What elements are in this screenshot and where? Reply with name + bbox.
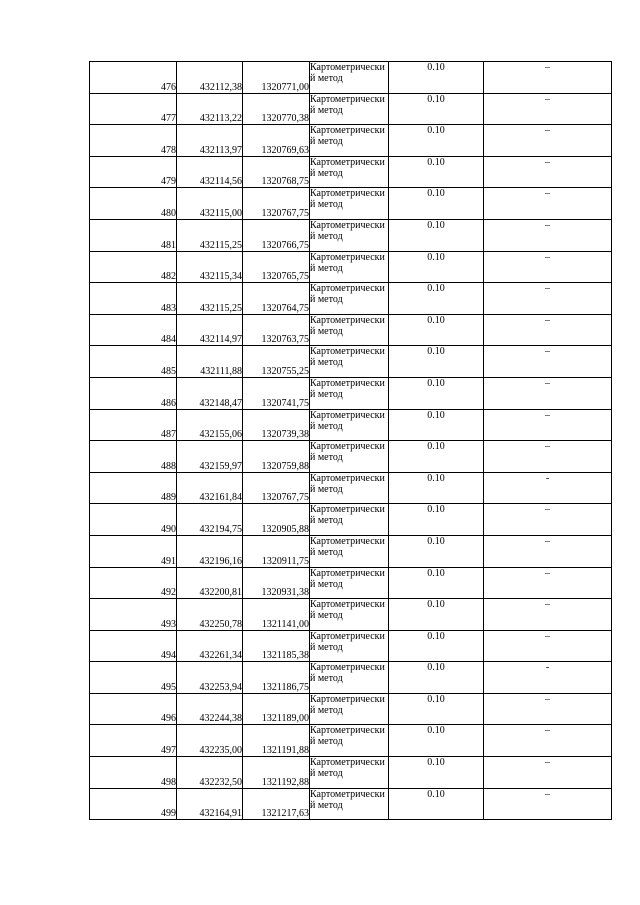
table-row bbox=[90, 125, 612, 157]
description-cell: – bbox=[484, 219, 612, 251]
x-coordinate-cell: 432115,34 bbox=[177, 251, 243, 283]
x-coordinate-cell: 432155,06 bbox=[177, 409, 243, 441]
accuracy-cell: 0.10 bbox=[389, 535, 484, 567]
x-coordinate-cell: 432113,97 bbox=[177, 125, 243, 157]
point-number-cell: 483 bbox=[90, 283, 177, 315]
method-cell: Картометрический метод bbox=[310, 472, 389, 504]
y-coordinate-cell: 1320769,63 bbox=[243, 125, 310, 157]
x-coordinate-cell: 432112,38 bbox=[177, 62, 243, 94]
description-cell: – bbox=[484, 93, 612, 125]
method-cell: Картометрический метод bbox=[310, 757, 389, 789]
table-row bbox=[90, 472, 612, 504]
y-coordinate-cell: 1320759,88 bbox=[243, 441, 310, 473]
x-coordinate-cell: 432113,22 bbox=[177, 93, 243, 125]
accuracy-cell: 0.10 bbox=[389, 504, 484, 536]
table-row bbox=[90, 599, 612, 631]
method-cell: Картометрический метод bbox=[310, 346, 389, 378]
accuracy-cell: 0.10 bbox=[389, 599, 484, 631]
table-row bbox=[90, 757, 612, 789]
y-coordinate-cell: 1321217,63 bbox=[243, 788, 310, 820]
table-row bbox=[90, 662, 612, 694]
method-cell: Картометрический метод bbox=[310, 535, 389, 567]
description-cell: – bbox=[484, 788, 612, 820]
point-number-cell: 476 bbox=[90, 62, 177, 94]
x-coordinate-cell: 432232,50 bbox=[177, 757, 243, 789]
table-row bbox=[90, 156, 612, 188]
table-row bbox=[90, 409, 612, 441]
point-number-cell: 496 bbox=[90, 693, 177, 725]
y-coordinate-cell: 1320739,38 bbox=[243, 409, 310, 441]
description-cell: – bbox=[484, 757, 612, 789]
x-coordinate-cell: 432194,75 bbox=[177, 504, 243, 536]
point-number-cell: 492 bbox=[90, 567, 177, 599]
point-number-cell: 497 bbox=[90, 725, 177, 757]
point-number-cell: 495 bbox=[90, 662, 177, 694]
accuracy-cell: 0.10 bbox=[389, 472, 484, 504]
y-coordinate-cell: 1321191,88 bbox=[243, 725, 310, 757]
accuracy-cell: 0.10 bbox=[389, 567, 484, 599]
description-cell: – bbox=[484, 188, 612, 220]
accuracy-cell: 0.10 bbox=[389, 314, 484, 346]
description-cell: – bbox=[484, 283, 612, 315]
x-coordinate-cell: 432115,25 bbox=[177, 219, 243, 251]
point-number-cell: 490 bbox=[90, 504, 177, 536]
table-row bbox=[90, 283, 612, 315]
table-row bbox=[90, 630, 612, 662]
y-coordinate-cell: 1321185,38 bbox=[243, 630, 310, 662]
y-coordinate-cell: 1320766,75 bbox=[243, 219, 310, 251]
method-cell: Картометрический метод bbox=[310, 251, 389, 283]
description-cell: – bbox=[484, 567, 612, 599]
point-number-cell: 481 bbox=[90, 219, 177, 251]
table-row bbox=[90, 251, 612, 283]
point-number-cell: 491 bbox=[90, 535, 177, 567]
table-row bbox=[90, 377, 612, 409]
y-coordinate-cell: 1321141,00 bbox=[243, 599, 310, 631]
x-coordinate-cell: 432196,16 bbox=[177, 535, 243, 567]
y-coordinate-cell: 1320755,25 bbox=[243, 346, 310, 378]
description-cell: – bbox=[484, 630, 612, 662]
point-number-cell: 485 bbox=[90, 346, 177, 378]
y-coordinate-cell: 1321189,00 bbox=[243, 693, 310, 725]
accuracy-cell: 0.10 bbox=[389, 346, 484, 378]
y-coordinate-cell: 1320741,75 bbox=[243, 377, 310, 409]
method-cell: Картометрический метод bbox=[310, 788, 389, 820]
description-cell: – bbox=[484, 599, 612, 631]
method-cell: Картометрический метод bbox=[310, 62, 389, 94]
accuracy-cell: 0.10 bbox=[389, 693, 484, 725]
method-cell: Картометрический метод bbox=[310, 662, 389, 694]
x-coordinate-cell: 432261,34 bbox=[177, 630, 243, 662]
description-cell: – bbox=[484, 535, 612, 567]
method-cell: Картометрический метод bbox=[310, 93, 389, 125]
table-row bbox=[90, 441, 612, 473]
method-cell: Картометрический метод bbox=[310, 725, 389, 757]
method-cell: Картометрический метод bbox=[310, 693, 389, 725]
accuracy-cell: 0.10 bbox=[389, 283, 484, 315]
accuracy-cell: 0.10 bbox=[389, 188, 484, 220]
method-cell: Картометрический метод bbox=[310, 283, 389, 315]
description-cell: – bbox=[484, 156, 612, 188]
y-coordinate-cell: 1320911,75 bbox=[243, 535, 310, 567]
x-coordinate-cell: 432115,25 bbox=[177, 283, 243, 315]
accuracy-cell: 0.10 bbox=[389, 441, 484, 473]
accuracy-cell: 0.10 bbox=[389, 409, 484, 441]
description-cell: – bbox=[484, 251, 612, 283]
table-row bbox=[90, 188, 612, 220]
method-cell: Картометрический метод bbox=[310, 409, 389, 441]
y-coordinate-cell: 1320767,75 bbox=[243, 472, 310, 504]
description-cell: – bbox=[484, 346, 612, 378]
description-cell: - bbox=[484, 472, 612, 504]
method-cell: Картометрический метод bbox=[310, 630, 389, 662]
table-row bbox=[90, 93, 612, 125]
description-cell: – bbox=[484, 441, 612, 473]
point-number-cell: 489 bbox=[90, 472, 177, 504]
table-row bbox=[90, 788, 612, 820]
x-coordinate-cell: 432235,00 bbox=[177, 725, 243, 757]
accuracy-cell: 0.10 bbox=[389, 377, 484, 409]
x-coordinate-cell: 432114,97 bbox=[177, 314, 243, 346]
table-row bbox=[90, 504, 612, 536]
accuracy-cell: 0.10 bbox=[389, 219, 484, 251]
accuracy-cell: 0.10 bbox=[389, 62, 484, 94]
accuracy-cell: 0.10 bbox=[389, 662, 484, 694]
x-coordinate-cell: 432250,78 bbox=[177, 599, 243, 631]
point-number-cell: 484 bbox=[90, 314, 177, 346]
accuracy-cell: 0.10 bbox=[389, 757, 484, 789]
table-body bbox=[90, 62, 612, 820]
point-number-cell: 478 bbox=[90, 125, 177, 157]
point-number-cell: 498 bbox=[90, 757, 177, 789]
description-cell: - bbox=[484, 662, 612, 694]
table-row bbox=[90, 567, 612, 599]
table-row bbox=[90, 219, 612, 251]
point-number-cell: 477 bbox=[90, 93, 177, 125]
method-cell: Картометрический метод bbox=[310, 314, 389, 346]
accuracy-cell: 0.10 bbox=[389, 725, 484, 757]
point-number-cell: 486 bbox=[90, 377, 177, 409]
y-coordinate-cell: 1320764,75 bbox=[243, 283, 310, 315]
method-cell: Картометрический метод bbox=[310, 567, 389, 599]
description-cell: – bbox=[484, 62, 612, 94]
point-number-cell: 479 bbox=[90, 156, 177, 188]
table-row bbox=[90, 346, 612, 378]
table-row bbox=[90, 62, 612, 94]
accuracy-cell: 0.10 bbox=[389, 630, 484, 662]
y-coordinate-cell: 1320905,88 bbox=[243, 504, 310, 536]
method-cell: Картометрический метод bbox=[310, 504, 389, 536]
method-cell: Картометрический метод bbox=[310, 188, 389, 220]
description-cell: – bbox=[484, 377, 612, 409]
point-number-cell: 480 bbox=[90, 188, 177, 220]
x-coordinate-cell: 432200,81 bbox=[177, 567, 243, 599]
accuracy-cell: 0.10 bbox=[389, 125, 484, 157]
x-coordinate-cell: 432111,88 bbox=[177, 346, 243, 378]
description-cell: – bbox=[484, 725, 612, 757]
y-coordinate-cell: 1320768,75 bbox=[243, 156, 310, 188]
x-coordinate-cell: 432159,97 bbox=[177, 441, 243, 473]
method-cell: Картометрический метод bbox=[310, 599, 389, 631]
method-cell: Картометрический метод bbox=[310, 125, 389, 157]
table-row bbox=[90, 725, 612, 757]
method-cell: Картометрический метод bbox=[310, 219, 389, 251]
point-number-cell: 488 bbox=[90, 441, 177, 473]
table-row bbox=[90, 693, 612, 725]
table-row bbox=[90, 314, 612, 346]
accuracy-cell: 0.10 bbox=[389, 156, 484, 188]
x-coordinate-cell: 432253,94 bbox=[177, 662, 243, 694]
method-cell: Картометрический метод bbox=[310, 441, 389, 473]
table-row bbox=[90, 535, 612, 567]
point-number-cell: 493 bbox=[90, 599, 177, 631]
point-number-cell: 494 bbox=[90, 630, 177, 662]
x-coordinate-cell: 432161,84 bbox=[177, 472, 243, 504]
description-cell: – bbox=[484, 314, 612, 346]
x-coordinate-cell: 432148,47 bbox=[177, 377, 243, 409]
x-coordinate-cell: 432114,56 bbox=[177, 156, 243, 188]
coordinates-table bbox=[89, 61, 612, 820]
point-number-cell: 487 bbox=[90, 409, 177, 441]
accuracy-cell: 0.10 bbox=[389, 788, 484, 820]
description-cell: – bbox=[484, 504, 612, 536]
y-coordinate-cell: 1321186,75 bbox=[243, 662, 310, 694]
accuracy-cell: 0.10 bbox=[389, 251, 484, 283]
point-number-cell: 499 bbox=[90, 788, 177, 820]
y-coordinate-cell: 1320765,75 bbox=[243, 251, 310, 283]
y-coordinate-cell: 1320931,38 bbox=[243, 567, 310, 599]
x-coordinate-cell: 432115,00 bbox=[177, 188, 243, 220]
x-coordinate-cell: 432164,91 bbox=[177, 788, 243, 820]
y-coordinate-cell: 1320763,75 bbox=[243, 314, 310, 346]
description-cell: – bbox=[484, 125, 612, 157]
description-cell: – bbox=[484, 693, 612, 725]
y-coordinate-cell: 1320767,75 bbox=[243, 188, 310, 220]
y-coordinate-cell: 1320771,00 bbox=[243, 62, 310, 94]
accuracy-cell: 0.10 bbox=[389, 93, 484, 125]
point-number-cell: 482 bbox=[90, 251, 177, 283]
method-cell: Картометрический метод bbox=[310, 377, 389, 409]
y-coordinate-cell: 1321192,88 bbox=[243, 757, 310, 789]
x-coordinate-cell: 432244,38 bbox=[177, 693, 243, 725]
y-coordinate-cell: 1320770,38 bbox=[243, 93, 310, 125]
description-cell: – bbox=[484, 409, 612, 441]
method-cell: Картометрический метод bbox=[310, 156, 389, 188]
